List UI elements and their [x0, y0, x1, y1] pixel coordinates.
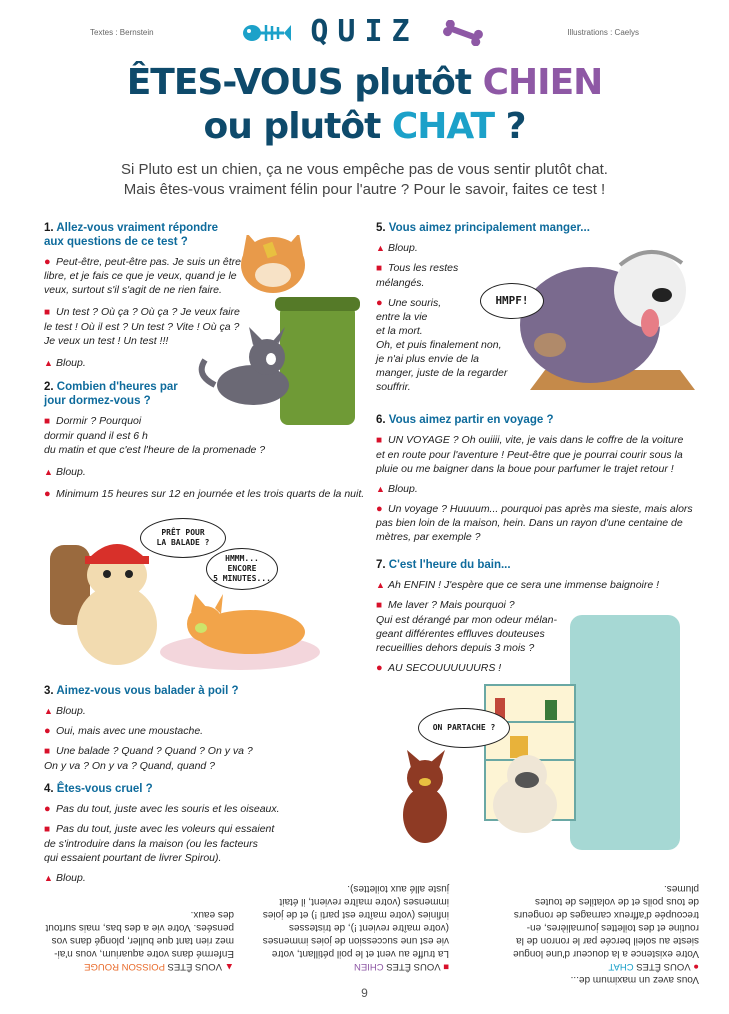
question-6: 6. Vous aimez partir en voyage ? ■ UN VOYAGE ? Oh ouiiii, vite, je vais dans le coffre de la voiture et en route pour l'aventure ! Peut-être que je pourrai courir sous la pluie ou me baigner dans la boue pour parfumer le trajet retour ! ▲ Bloup. ● Un voyage ? Huuuum... pourquoi pas après ma sieste, mais alors pas bien loin de la maison, hein. Dans un rayon d'une centaine de mètres, par exemple ? — [376, 414, 693, 543]
dog-bone-icon — [440, 20, 486, 46]
page-number: 9 — [361, 986, 368, 1000]
intro-text: Si Pluto est un chien, ça ne vous empêche pas de vous sentir plutôt chat. Mais êtes-vous vraiment félin pour l'autre ? Pour le savoir, faites ce test ! — [121, 161, 608, 198]
credit-illustrations: Illustrations : Caelys — [567, 28, 639, 37]
question-3: 3. Aimez-vous vous balader à poil ? ▲ Bloup. ● Oui, mais avec une moustache. ■ Une balade ? Quand ? Quand ? On y va ? On y va ? On y va ? Quand, quand ? — [44, 685, 253, 772]
question-5: 5. Vous aimez principalement manger... ▲ Bloup. ■ Tous les restes mélangés. ● Une souris, entre la vie et la mort. Oh, et puis finalement non, je n'ai plus envie de la manger, juste de la regarder souffrir. — [376, 222, 590, 393]
question-7: 7. C'est l'heure du bain... ▲ Ah ENFIN ! J'espère que ce sera une immense baignoire ! ■ Me laver ? Mais pourquoi ? Qui est dérangé par mon odeur mélan- geant différentes effluves douteuses recueillies dehors depuis 3 mois ? ● AU SECOUUUUUURS ! — [376, 559, 660, 674]
question-4: 4. Êtes-vous cruel ? ● Pas du tout, juste avec les souris et les oiseaux. ■ Pas du tout, juste avec les voleurs qui essaient de s'introduire dans la maison (ou les facteurs qui essaient pourtant de livrer Spirou). ▲ Bloup. — [44, 783, 280, 884]
answer-poisson: ▲ VOUS ÊTES POISSON ROUGE Enfermé dans votre aquarium, vous n'ai- mez rien tant que buller, plongé dans vos pensées. Votre vie a des bas, mais surtout des eaux. — [45, 909, 234, 972]
speech-bubble-pret: PRÊT POUR LA BALADE ? — [140, 518, 226, 558]
question-1: 1. Allez-vous vraiment répondre aux questions de ce test ? ● Peut-être, peut-être pas. Je suis un être libre, et je fais ce que je veux, quand je le veux, surtout s'il s'agit de ne rien faire. ■ Un test ? Où ça ? Où ça ? Je veux faire le test ! Où il est ? Un test ? Vite ! Où ça ? Je veux un test ! Un test !!! ▲ Bloup. — [44, 222, 242, 369]
headline-line2: ou plutôt CHAT ? — [203, 106, 526, 147]
speech-bubble-hmmm: HMMM... ENCORE 5 MINUTES... — [206, 548, 278, 590]
speech-bubble-hmpf: HMPF! — [480, 283, 544, 319]
answer-chat: Vous avez un maximum de... ● VOUS ÊTES CHAT Votre existence a la douceur d'une longue sieste au soleil bercée par le ronron de la routine et des toilettes journalières, en- trecoupée d'affreux carnages de rongeurs de tous poils et de volatiles de toutes plumes. — [513, 883, 699, 985]
speech-bubble-partache: ON PARTACHE ? — [418, 708, 510, 748]
upside-down-answers — [0, 850, 729, 990]
question-2: 2. Combien d'heures par jour dormez-vous ? ■ Dormir ? Pourquoi dormir quand il est 6 h du matin et que c'est l'heure de la promenade ? ▲ Bloup. ● Minimum 15 heures sur 12 en journée et les trois quarts de la nuit. — [44, 381, 365, 500]
headline-line1: ÊTES-VOUS plutôt CHIEN — [126, 62, 603, 103]
credit-texts: Textes : Bernstein — [90, 28, 154, 37]
answer-chien: ■ VOUS ÊTES CHIEN La truffe au vent et le poil pétillant, votre vie est une succession de joies immenses (votre maître revient !), de tristesses infinies (votre maître est parti !) et de joies immenses (votre maître revient, il était juste allé aux toilettes). — [262, 883, 449, 972]
quiz-label: QUIZ — [310, 14, 419, 49]
